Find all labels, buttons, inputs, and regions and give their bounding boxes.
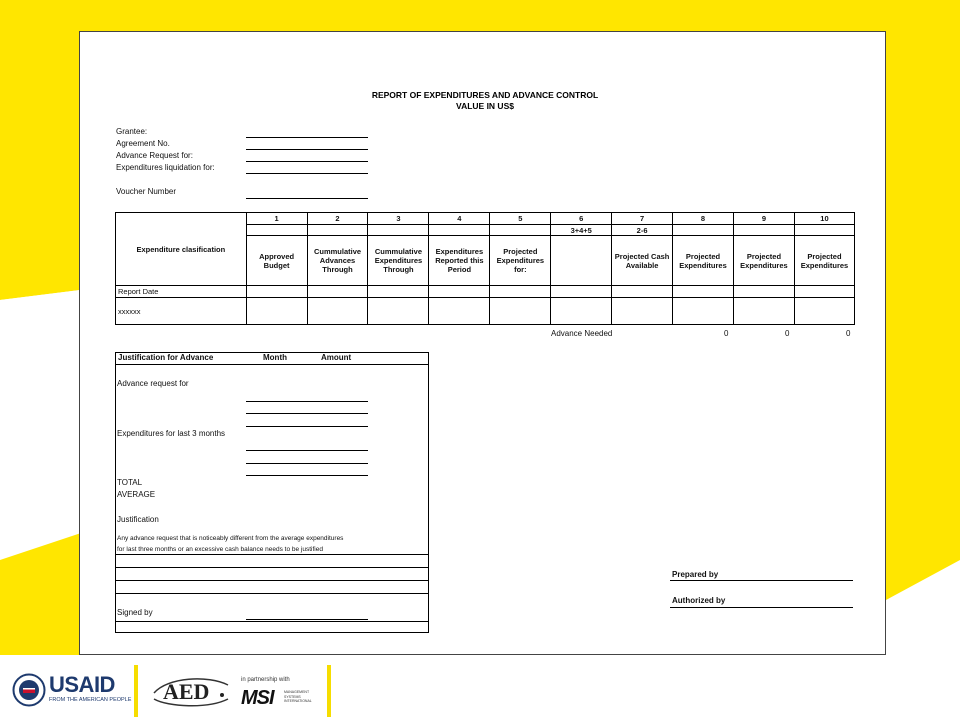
advance-needed-value-8: 0	[724, 329, 729, 338]
justification-header-rule	[115, 364, 429, 365]
col-num-7: 7	[612, 213, 673, 225]
footer-logos	[0, 655, 960, 720]
advance-needed-label: Advance Needed	[551, 329, 613, 338]
advance-needed-value-10: 0	[846, 329, 851, 338]
xxxxxx-cell: xxxxxx	[116, 298, 247, 325]
justification-box	[115, 352, 429, 633]
partnership-text: in partnership with	[241, 677, 290, 683]
usaid-tagline: FROM THE AMERICAN PEOPLE	[49, 697, 132, 703]
col-label-6	[551, 236, 612, 286]
advance-needed-value-9: 0	[785, 329, 790, 338]
justification-rule-3	[115, 580, 429, 581]
report-subtitle: VALUE IN US$	[456, 101, 514, 111]
col-num-2: 2	[307, 213, 368, 225]
col-num-6: 6	[551, 213, 612, 225]
separator-bar-2	[327, 665, 331, 717]
col-num-8: 8	[673, 213, 734, 225]
month-header: Month	[263, 353, 287, 362]
separator-bar-1	[134, 665, 138, 717]
justification-rule-4	[115, 593, 429, 594]
report-document	[79, 31, 886, 655]
col-formula-8	[673, 225, 734, 236]
col-label-8: Projected Expenditures	[673, 236, 734, 286]
col-formula-9	[733, 225, 794, 236]
expenditure-line-2	[246, 463, 368, 464]
col-formula-4	[429, 225, 490, 236]
justification-header: Justification for Advance	[118, 353, 214, 362]
expenditure-clasification-header: Expenditure clasification	[116, 213, 247, 286]
col-label-3: Cummulative Expenditures Through	[368, 236, 429, 286]
expenditure-table	[115, 212, 855, 325]
report-date-cell: Report Date	[116, 286, 247, 298]
expenditures-liquidation-label: Expenditures liquidation for:	[116, 163, 215, 172]
report-title: REPORT OF EXPENDITURES AND ADVANCE CONTROL	[371, 90, 599, 100]
col-label-9: Projected Expenditures	[733, 236, 794, 286]
col-label-5: Projected Expenditures for:	[490, 236, 551, 286]
signed-by-line	[246, 619, 368, 620]
authorized-by-label: Authorized by	[672, 596, 726, 605]
expenditure-line-1	[246, 450, 368, 451]
col-label-1: Approved Budget	[246, 236, 307, 286]
col-formula-3	[368, 225, 429, 236]
col-formula-1	[246, 225, 307, 236]
prepared-by-label: Prepared by	[672, 570, 719, 579]
signed-by-label: Signed by	[117, 608, 153, 617]
expenditure-line-3	[246, 475, 368, 476]
voucher-number-line	[246, 198, 368, 199]
col-formula-10	[794, 225, 854, 236]
col-label-4: Expenditures Reported this Period	[429, 236, 490, 286]
total-label: TOTAL	[117, 478, 143, 487]
col-num-5: 5	[490, 213, 551, 225]
grantee-label: Grantee:	[116, 127, 148, 136]
average-label: AVERAGE	[117, 490, 156, 499]
justification-label: Justification	[117, 515, 159, 524]
justification-note-line-1: Any advance request that is noticeably different from the average expenditures	[117, 535, 344, 542]
advance-line-3	[246, 426, 368, 427]
justification-rule-1	[115, 554, 429, 555]
advance-line-1	[246, 401, 368, 402]
advance-request-label: Advance Request for:	[116, 151, 193, 160]
agreement-label: Agreement No.	[116, 139, 170, 148]
advance-request-line	[246, 161, 368, 162]
aed-wordmark: AED	[163, 679, 210, 704]
usaid-wordmark: USAID	[49, 672, 115, 697]
table-row	[116, 298, 855, 325]
col-formula-7: 2-6	[612, 225, 673, 236]
prepared-by-line	[670, 580, 853, 581]
table-row	[116, 286, 855, 298]
col-num-10: 10	[794, 213, 854, 225]
col-num-4: 4	[429, 213, 490, 225]
grantee-line	[246, 137, 368, 138]
aed-dot	[220, 693, 224, 697]
expenditures-liquidation-line	[246, 173, 368, 174]
col-num-1: 1	[246, 213, 307, 225]
col-formula-2	[307, 225, 368, 236]
col-num-9: 9	[733, 213, 794, 225]
usaid-seal-icon	[12, 673, 46, 707]
amount-header: Amount	[321, 353, 352, 362]
justification-rule-2	[115, 567, 429, 568]
advance-request-for-label: Advance request for	[117, 379, 189, 388]
col-formula-6: 3+4+5	[551, 225, 612, 236]
msi-subtext: MANAGEMENT SYSTEMS INTERNATIONAL	[284, 690, 312, 703]
col-label-10: Projected Expenditures	[794, 236, 854, 286]
col-formula-5	[490, 225, 551, 236]
col-label-7: Projected Cash Available	[612, 236, 673, 286]
agreement-line	[246, 149, 368, 150]
expenditures-last-3-months-label: Expenditures for last 3 months	[117, 429, 226, 438]
justification-rule-5	[115, 621, 429, 622]
msi-wordmark: MSI	[241, 687, 274, 709]
authorized-by-line	[670, 607, 853, 608]
justification-note-line-2: for last three months or an excessive cash balance needs to be justified	[117, 546, 323, 553]
col-num-3: 3	[368, 213, 429, 225]
advance-line-2	[246, 413, 368, 414]
col-label-2: Cummulative Advances Through	[307, 236, 368, 286]
voucher-number-label: Voucher Number	[116, 187, 177, 196]
